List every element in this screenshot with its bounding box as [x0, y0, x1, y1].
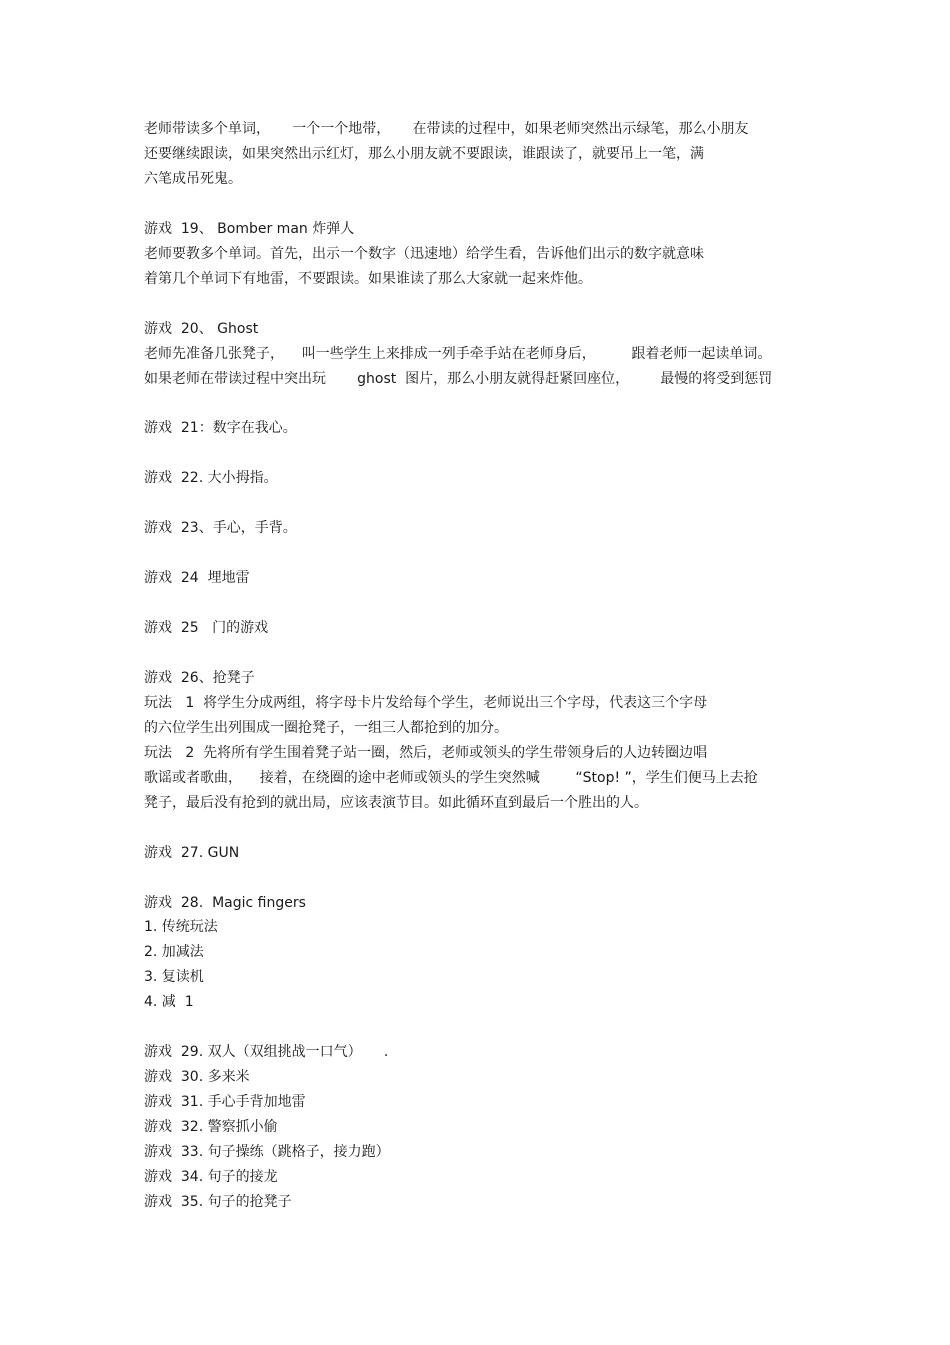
section-heading: 游戏 22. 大小拇指。	[144, 470, 278, 486]
text-line: 老师先准备几张凳子， 叫一些学生上来排成一列手牵手站在老师身后， 跟着老师一起读单词。	[144, 346, 772, 362]
text-line: 玩法 2 先将所有学生围着凳子站一圈，然后，老师或领头的学生带领身后的人边转圈边唱	[144, 745, 708, 761]
section-heading: 游戏 19、 Bomber man 炸弹人	[144, 221, 355, 237]
section-heading: 游戏 34. 句子的接龙	[144, 1169, 278, 1185]
text-line: 的六位学生出列围成一圈抢凳子，一组三人都抢到的加分。	[144, 720, 508, 736]
section-heading: 游戏 30. 多来米	[144, 1069, 250, 1085]
section-heading: 游戏 21：数字在我心。	[144, 420, 297, 436]
text-line: 老师要教多个单词。首先，出示一个数字（迅速地）给学生看，告诉他们出示的数字就意味	[144, 246, 704, 262]
text-line: 如果老师在带读过程中突出玩 ghost 图片，那么小朋友就得赶紧回座位， 最慢的将受到惩罚	[144, 371, 773, 387]
list-item: 3. 复读机	[144, 969, 204, 985]
section-heading: 游戏 26、抢凳子	[144, 670, 255, 686]
list-item: 4. 减 1	[144, 994, 194, 1010]
section-heading: 游戏 31. 手心手背加地雷	[144, 1094, 306, 1110]
text-line: 着第几个单词下有地雷，不要跟读。如果谁读了那么大家就一起来炸他。	[144, 271, 592, 287]
text-line: 老师带读多个单词， 一个一个地带， 在带读的过程中，如果老师突然出示绿笔，那么小朋友	[144, 121, 749, 137]
section-heading: 游戏 25 门的游戏	[144, 620, 269, 636]
section-heading: 游戏 32. 警察抓小偷	[144, 1119, 278, 1135]
section-heading: 游戏 27. GUN	[144, 845, 240, 861]
section-heading: 游戏 23、手心，手背。	[144, 520, 297, 536]
section-heading: 游戏 24 埋地雷	[144, 570, 250, 586]
section-heading: 游戏 28. Magic fingers	[144, 895, 306, 911]
section-heading: 游戏 33. 句子操练（跳格子，接力跑）	[144, 1144, 390, 1160]
text-line: 还要继续跟读，如果突然出示红灯，那么小朋友就不要跟读，谁跟读了，就要吊上一笔，满	[144, 146, 704, 162]
list-item: 1. 传统玩法	[144, 919, 218, 935]
text-line: 六笔成吊死鬼。	[144, 171, 242, 187]
section-heading: 游戏 35. 句子的抢凳子	[144, 1194, 292, 1210]
text-line: 凳子，最后没有抢到的就出局，应该表演节目。如此循环直到最后一个胜出的人。	[144, 795, 648, 811]
text-line: 歌谣或者歌曲， 接着，在绕圈的途中老师或领头的学生突然喊 “Stop! ”，学生们便马上去抢	[144, 770, 758, 786]
list-item: 2. 加减法	[144, 944, 204, 960]
text-line: 玩法 1 将学生分成两组，将字母卡片发给每个学生，老师说出三个字母，代表这三个字母	[144, 695, 708, 711]
section-heading: 游戏 20、 Ghost	[144, 321, 259, 337]
section-heading: 游戏 29. 双人（双组挑战一口气） .	[144, 1044, 389, 1060]
